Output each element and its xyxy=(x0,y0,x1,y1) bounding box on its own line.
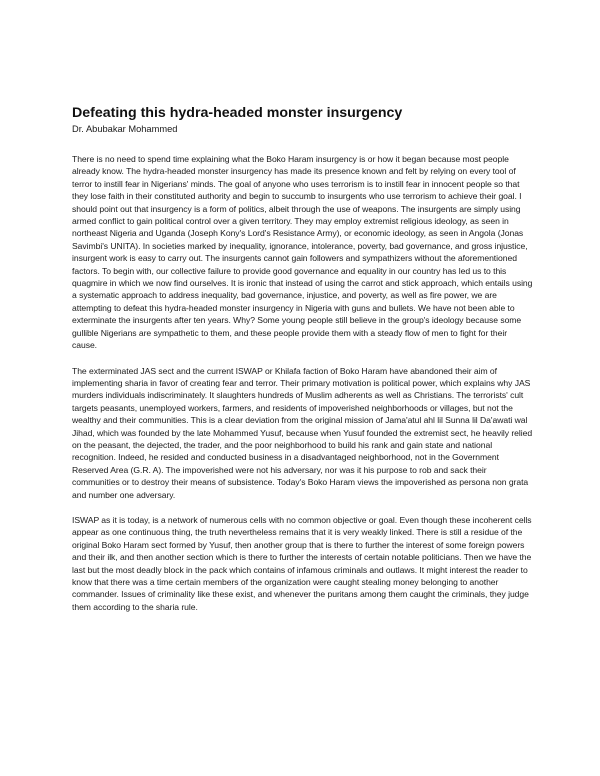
article-author: Dr. Abubakar Mohammed xyxy=(72,124,178,134)
article-title: Defeating this hydra-headed monster insurgency xyxy=(72,105,403,121)
document-page xyxy=(72,104,534,613)
article-paragraph-2: The exterminated JAS sect and the current ISWAP or Khilafa faction of Boko Haram have abandoned their aim of implementing sharia in favor of creating fear and terror. Their primary motivation is political power, which explains why JAS murders individuals indiscriminately. It slaughters hundreds of Muslim adherents as well as Christians. The terrorists' cult targets peasants, unemployed workers, farmers, and residents of impoverished neighborhoods or villages, but not the wealthy and their communities. This is a clear deviation from the original mission of Jama'atul ahl lil Sunna lil Da'awati wal Jihad, which was founded by the late Mohammed Yusuf, because when Yusuf founded the extremist sect, he heavily relied on the peasant, the dejected, the trader, and the poor neighborhood to build his rank and gain state and national recognition. Indeed, he resided and conducted business in a disadvantaged neighborhood, not in the Government Reserved Area (G.R. A). The impoverished were not his adversary, nor was it his purpose to rob and sack their communities or to destroy their means of subsistence. Today's Boko Haram views the impoverished as persona non grata and number one adversary. xyxy=(72,365,533,500)
article-paragraph-1: There is no need to spend time explaining what the Boko Haram insurgency is or how it began because most people already know. The hydra-headed monster insurgency has made its presence known and felt by relying on every tool of terror to instill fear in Nigerians' minds. The goal of anyone who uses terrorism is to instill fear in innocent people so that they lose faith in their constituted authority and begin to succumb to insurgents who use terrorism to achieve their goal. I should point out that insurgency is a form of politics, albeit through the use of weapons. The insurgents are simply using armed conflict to gain political control over a given territory. They may employ extremist religious ideology, as seen in northeast Nigeria and Uganda (Joseph Kony's Lord's Resistance Army), or economic ideology, as seen in Angola (Jonas Savimbi's UNITA). In societies marked by inequality, ignorance, intolerance, poverty, bad governance, and gross injustice, insurgent work is easy to carry out. The insurgents cannot gain followers and sympathizers without the aforementioned factors. To begin with, our collective failure to provide good governance and equality in our country has led us to this quagmire in which we now find ourselves. It is ironic that instead of using the carrot and stick approach, which entails using a systematic approach to address inequality, bad governance, injustice, and poverty, as well as fire power, we are attempting to defeat this hydra-headed monster insurgency in Nigeria with guns and bullets. We have not been able to exterminate the insurgents after ten years. Why? Some young people still believe in the group's ideology because some gullible Nigerians are sympathetic to them, and these people provide them with a steady flow of men to fight for their cause. xyxy=(72,154,533,351)
article-paragraph-3: ISWAP as it is today, is a network of numerous cells with no common objective or goal. Even though these incoherent cells appear as one continuous thing, the truth nevertheless remains that it is very weakly linked. There is still a residue of the original Boko Haram sect formed by Yusuf, then another group that is there to further the interest of some foreign powers and their ilk, and then another section which is there to further the interests of certain notable politicians. Then we have the last but the most deadly block in the pack which contains of infamous criminals and outlaws. It might interest the reader to know that there was a time certain members of the organization were caught stealing money belonging to another commander. Issues of criminality like these exist, and whenever the puritans among them caught the criminals, they judge them according to the sharia rule. xyxy=(72,514,532,612)
